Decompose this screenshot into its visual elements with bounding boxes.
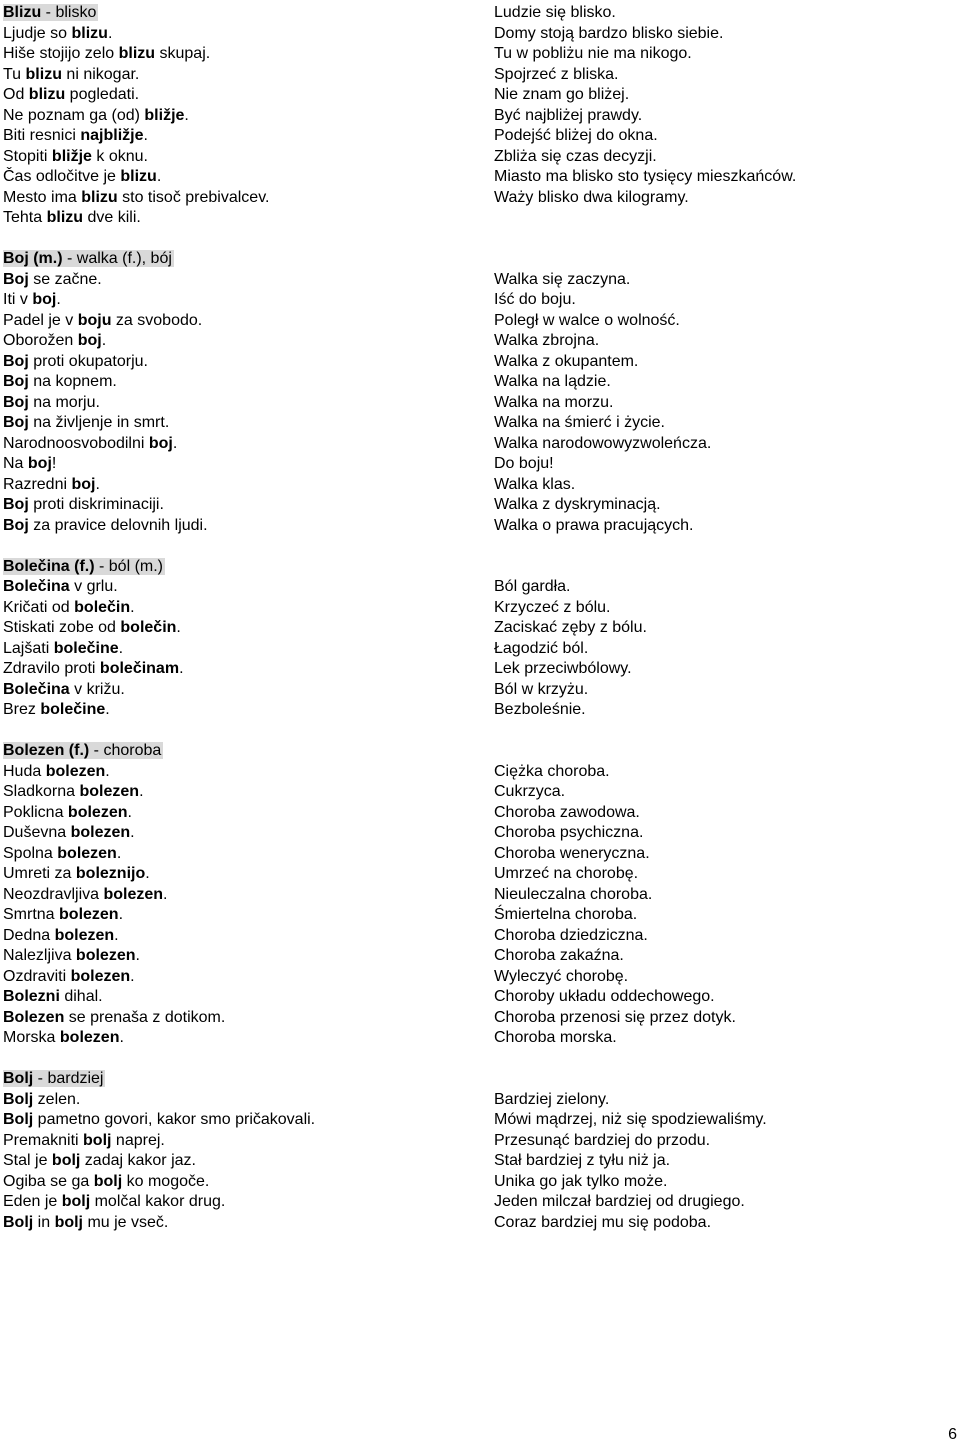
example-sl <box>3 1110 473 1131</box>
example-sl <box>3 700 473 721</box>
example-pl: Zbliża się czas decyzji. <box>494 147 657 165</box>
example-pl: Nieuleczalna choroba. <box>494 885 653 903</box>
keyword: Blizu <box>3 4 42 21</box>
text-run: . <box>130 824 135 841</box>
example-pl: Choroba zakaźna. <box>494 947 624 964</box>
example-pl: Choroba dziedziczna. <box>494 926 648 944</box>
text-run: Huda <box>3 762 46 780</box>
text-run: dve kili. <box>83 209 141 226</box>
example-pl: Walka z okupantem. <box>494 352 639 370</box>
text-run: . <box>95 475 100 493</box>
text-run: Mesto ima <box>3 188 82 206</box>
text-run: . <box>118 639 124 657</box>
example-sl <box>3 372 473 393</box>
example-sl <box>3 413 473 434</box>
keyword: blizu <box>28 86 66 103</box>
example-pl: Jeden milczał bardziej od drugiego. <box>494 1193 745 1210</box>
text-run: Ozdraviti <box>3 967 71 985</box>
keyword: blizu <box>71 24 108 42</box>
example-pl: Walka z dyskryminacją. <box>494 496 661 513</box>
text-run: sto tisoč prebivalcev. <box>117 188 270 206</box>
text-run: . <box>105 762 110 780</box>
text-run: Narodnoosvobodilni <box>3 434 149 452</box>
text-run: . <box>114 926 119 944</box>
entry-heading <box>3 1069 473 1090</box>
text-run: . <box>176 619 181 636</box>
keyword: bolj <box>51 1152 81 1169</box>
text-run: Hiše stojijo zelo <box>3 45 119 62</box>
text-run: Biti resnici <box>3 127 81 144</box>
example-pl: Bardziej zielony. <box>494 1090 610 1108</box>
text-run: . <box>139 783 144 800</box>
keyword: Bolezni <box>3 988 60 1005</box>
example-pl: Walka zbrojna. <box>494 332 600 349</box>
text-run: . <box>116 844 122 862</box>
entry-section-pl <box>494 1069 954 1233</box>
text-run: ni nikogar. <box>61 65 140 83</box>
text-run: pogledati. <box>65 86 140 103</box>
keyword: bolezen <box>79 783 140 800</box>
entry-heading <box>3 741 473 762</box>
example-sl <box>3 65 473 86</box>
text-run: Na <box>3 455 28 472</box>
keyword: bolezen <box>59 906 119 923</box>
example-pl: Krzyczeć z bólu. <box>494 598 611 616</box>
example-pl: Mówi mądrzej, niż się spodziewaliśmy. <box>494 1111 767 1128</box>
entry-heading-highlight <box>3 742 163 759</box>
example-pl: Ból w krzyżu. <box>494 680 589 698</box>
example-pl: Być najbliżej prawdy. <box>494 106 643 124</box>
example-pl: Śmiertelna choroba. <box>494 906 638 923</box>
entry-heading-highlight <box>3 1070 105 1087</box>
text-run: dihal. <box>59 988 103 1005</box>
example-pl: Tu w pobliżu nie ma nikogo. <box>494 45 692 62</box>
example-pl: Choroba zawodowa. <box>494 803 640 821</box>
keyword: Bolj <box>3 1070 34 1087</box>
example-pl: Stał bardziej z tyłu niż ja. <box>494 1152 671 1169</box>
example-pl: Ludzie się blisko. <box>494 4 616 21</box>
keyword: Boj <box>3 516 29 534</box>
example-sl <box>3 331 473 352</box>
text-run: . <box>127 803 132 821</box>
example-pl: Zaciskać zęby z bólu. <box>494 619 647 636</box>
example-pl: Choroba przenosi się przez dotyk. <box>494 1008 736 1026</box>
keyword: blizu <box>81 188 118 206</box>
example-sl <box>3 680 473 701</box>
example-pl: Domy stoją bardzo blisko siebie. <box>494 24 724 42</box>
keyword: boleznijo <box>75 865 146 882</box>
entry-section-pl <box>494 741 954 1049</box>
keyword: Boj <box>3 270 29 288</box>
example-sl <box>3 659 473 680</box>
text-run: Premakniti <box>3 1131 84 1149</box>
example-sl <box>3 639 473 660</box>
example-sl <box>3 577 473 598</box>
text-run: Zdravilo proti <box>3 660 100 677</box>
example-sl <box>3 352 473 373</box>
example-pl: Lek przeciwbólowy. <box>494 660 632 677</box>
keyword: blizu <box>25 65 62 83</box>
example-sl <box>3 44 473 65</box>
text-run: za svobodo. <box>111 311 203 329</box>
example-sl <box>3 188 473 209</box>
keyword: bolj <box>93 1172 123 1190</box>
example-sl <box>3 270 473 291</box>
text-run: Oborožen <box>3 332 78 349</box>
text-run: Dedna <box>3 926 55 944</box>
heading-spacer <box>494 1069 954 1090</box>
text-run: . <box>119 1029 124 1046</box>
text-run: k oknu. <box>91 147 148 165</box>
text-run: . <box>184 106 189 124</box>
text-run: zadaj kakor jaz. <box>80 1152 196 1169</box>
text-run: Nalezljiva <box>3 947 76 964</box>
example-sl <box>3 598 473 619</box>
example-sl <box>3 1028 473 1049</box>
keyword: Boj (m.) <box>3 250 63 267</box>
keyword: bolezen <box>45 762 106 780</box>
text-run: . <box>143 127 148 144</box>
example-sl <box>3 844 473 865</box>
example-sl <box>3 393 473 414</box>
example-pl: Choroba psychiczna. <box>494 824 644 841</box>
keyword: bolečin <box>74 598 131 616</box>
keyword: Bolezen <box>3 1008 65 1026</box>
keyword: Boj <box>3 352 29 370</box>
text-run: . <box>101 332 107 349</box>
heading-spacer <box>494 557 954 578</box>
example-pl: Przesunąć bardziej do przodu. <box>494 1131 711 1149</box>
text-run: Umreti za <box>3 865 76 882</box>
keyword: bolezen <box>70 824 131 841</box>
example-sl <box>3 24 473 45</box>
heading-spacer <box>494 741 954 762</box>
example-pl: Poległ w walce o wolność. <box>494 311 680 329</box>
text-run: Razredni <box>3 475 72 493</box>
example-pl: Choroba morska. <box>494 1029 617 1046</box>
keyword: bolezen <box>54 926 115 944</box>
example-pl: Choroba weneryczna. <box>494 844 650 862</box>
text-run: Sladkorna <box>3 783 80 800</box>
keyword: blizu <box>120 168 157 185</box>
example-pl: Waży blisko dwa kilogramy. <box>494 188 689 206</box>
example-sl <box>3 475 473 496</box>
text-run: Ljudje so <box>3 24 72 42</box>
example-pl: Walka klas. <box>494 475 576 493</box>
text-run: Stiskati zobe od <box>3 619 121 636</box>
example-pl: Podejść bliżej do okna. <box>494 127 658 144</box>
text-run: zelen. <box>33 1090 81 1108</box>
text-run: - ból (m.) <box>94 557 164 575</box>
example-sl <box>3 803 473 824</box>
example-sl <box>3 926 473 947</box>
text-run: na kopnem. <box>28 373 117 390</box>
heading-spacer <box>494 208 954 229</box>
example-pl: Walka o prawa pracujących. <box>494 516 694 534</box>
example-pl: Unika go jak tylko może. <box>494 1172 668 1190</box>
keyword: bolezen <box>57 844 117 862</box>
example-sl <box>3 967 473 988</box>
example-sl <box>3 1213 473 1234</box>
text-run: za pravice delovnih ljudi. <box>28 516 208 534</box>
keyword: boj <box>27 455 52 472</box>
entry-heading-highlight <box>3 4 98 21</box>
keyword: boj <box>77 332 102 349</box>
example-sl <box>3 454 473 475</box>
keyword: Bolečina (f.) <box>3 557 95 575</box>
example-pl: Nie znam go bliżej. <box>494 86 630 103</box>
entry-heading-highlight <box>3 250 174 267</box>
example-sl <box>3 1192 473 1213</box>
example-pl: Coraz bardziej mu się podoba. <box>494 1213 712 1231</box>
keyword: bolezen <box>67 803 128 821</box>
page-number: 6 <box>948 1426 957 1443</box>
heading-spacer <box>494 249 954 270</box>
example-sl <box>3 823 473 844</box>
text-run: v grlu. <box>69 578 118 595</box>
entry-section-pl <box>494 249 954 536</box>
keyword: Bolj <box>3 1090 34 1108</box>
keyword: blizu <box>46 209 84 226</box>
text-run: Čas odločitve je <box>3 168 121 185</box>
text-run: . <box>130 598 135 616</box>
example-sl <box>3 495 473 516</box>
keyword: boj <box>32 291 57 308</box>
example-pl: Walka na lądzie. <box>494 373 611 390</box>
entry-section-pl <box>494 557 954 721</box>
keyword: bolezen <box>103 885 164 903</box>
example-sl <box>3 434 473 455</box>
text-run: na morju. <box>28 393 100 411</box>
example-sl <box>3 106 473 127</box>
entry-heading <box>3 557 473 578</box>
example-pl: Łagodzić ból. <box>494 639 589 657</box>
text-run: Tu <box>3 65 26 83</box>
entry-section-pl <box>494 3 954 229</box>
text-run: . <box>56 291 61 308</box>
entry-heading <box>3 3 473 24</box>
keyword: boj <box>71 475 96 493</box>
keyword: boju <box>77 311 112 329</box>
example-sl <box>3 618 473 639</box>
text-run: Stopiti <box>3 147 52 165</box>
example-pl: Choroby układu oddechowego. <box>494 988 715 1005</box>
text-run: se prenaša z dotikom. <box>64 1008 226 1026</box>
keyword: bolj <box>54 1213 83 1231</box>
example-sl <box>3 782 473 803</box>
example-pl: Do boju! <box>494 455 554 472</box>
text-run: - choroba <box>89 742 162 759</box>
example-sl <box>3 905 473 926</box>
keyword: blizu <box>118 45 156 62</box>
text-run: . <box>118 906 124 923</box>
slovene-column <box>3 3 473 1254</box>
text-run: Duševna <box>3 824 71 841</box>
text-run: Smrtna <box>3 906 60 923</box>
example-pl: Wyleczyć chorobę. <box>494 967 629 985</box>
keyword: bolj <box>83 1131 112 1149</box>
entry-heading-highlight <box>3 558 165 575</box>
text-run: Ne poznam ga (od) <box>3 106 145 124</box>
example-sl <box>3 1008 473 1029</box>
example-sl <box>3 208 473 229</box>
example-sl <box>3 1090 473 1111</box>
entry-section-sl <box>3 249 473 536</box>
text-run: Lajšati <box>3 639 54 657</box>
entry-section-sl <box>3 557 473 721</box>
text-run: Spolna <box>3 844 58 862</box>
keyword: Bolečina <box>3 680 70 698</box>
text-run: Kričati od <box>3 598 75 616</box>
keyword: bližje <box>51 147 92 165</box>
keyword: bolj <box>61 1193 91 1210</box>
example-pl: Iść do boju. <box>494 291 576 308</box>
text-run: skupaj. <box>155 45 211 62</box>
keyword: bližje <box>144 106 185 124</box>
text-run: . <box>156 168 162 185</box>
text-run: Ogiba se ga <box>3 1172 94 1190</box>
text-run: . <box>145 865 150 882</box>
entry-heading <box>3 249 473 270</box>
text-run: . <box>172 434 178 452</box>
example-sl <box>3 946 473 967</box>
keyword: Bolj <box>3 1213 34 1231</box>
keyword: boj <box>148 434 173 452</box>
text-run: Iti v <box>3 291 33 308</box>
keyword: bolečine <box>40 701 106 718</box>
text-run: mu je vseč. <box>83 1213 169 1231</box>
keyword: bolezen <box>59 1029 120 1046</box>
example-sl <box>3 762 473 783</box>
example-sl <box>3 85 473 106</box>
text-run: Poklicna <box>3 803 68 821</box>
text-run: naprej. <box>111 1131 165 1149</box>
text-run: . <box>130 967 135 985</box>
text-run: - blisko <box>41 4 97 21</box>
text-run: . <box>107 24 113 42</box>
example-sl <box>3 516 473 537</box>
text-run: na življenje in smrt. <box>28 414 170 431</box>
example-sl <box>3 1172 473 1193</box>
text-run: ko mogoče. <box>122 1172 210 1190</box>
text-run: Padel je v <box>3 311 78 329</box>
text-run: Od <box>3 86 29 103</box>
text-run: v križu. <box>69 680 125 698</box>
text-run: . <box>163 885 168 903</box>
keyword: bolečine <box>53 639 119 657</box>
text-run: Morska <box>3 1029 60 1046</box>
text-run: molčal kakor drug. <box>90 1193 226 1210</box>
example-pl: Bezboleśnie. <box>494 701 586 718</box>
example-pl: Spojrzeć z bliska. <box>494 65 619 83</box>
example-sl <box>3 885 473 906</box>
example-pl: Walka na śmierć i życie. <box>494 414 665 431</box>
example-pl: Umrzeć na chorobę. <box>494 865 639 882</box>
text-run: in <box>33 1213 55 1231</box>
keyword: bolezen <box>70 967 131 985</box>
keyword: bolečin <box>120 619 177 636</box>
example-pl: Walka na morzu. <box>494 393 614 411</box>
example-sl <box>3 167 473 188</box>
example-pl: Ciężka choroba. <box>494 762 610 780</box>
keyword: Bolečina <box>3 578 70 595</box>
text-run: se začne. <box>28 270 102 288</box>
example-pl: Ból gardła. <box>494 578 571 595</box>
entry-section-sl <box>3 3 473 229</box>
entry-section-sl <box>3 1069 473 1233</box>
example-sl <box>3 147 473 168</box>
text-run: . <box>105 701 110 718</box>
text-run: - bardziej <box>33 1070 104 1087</box>
keyword: Bolj <box>3 1111 34 1128</box>
example-pl: Cukrzyca. <box>494 783 566 800</box>
example-sl <box>3 126 473 147</box>
text-run: Brez <box>3 701 41 718</box>
text-run: . <box>135 947 140 964</box>
keyword: Boj <box>3 496 29 513</box>
text-run: - walka (f.), bój <box>62 250 172 267</box>
text-run: pametno govori, kakor smo pričakovali. <box>33 1111 316 1128</box>
example-pl: Miasto ma blisko sto tysięcy mieszkańców. <box>494 168 797 185</box>
polish-column <box>494 3 954 1254</box>
entry-section-sl <box>3 741 473 1049</box>
example-sl <box>3 290 473 311</box>
keyword: najbližje <box>80 127 144 144</box>
text-run: proti okupatorju. <box>28 352 148 370</box>
example-sl <box>3 1131 473 1152</box>
example-pl: Walka się zaczyna. <box>494 270 631 288</box>
example-sl <box>3 987 473 1008</box>
keyword: Boj <box>3 393 29 411</box>
keyword: bolečinam <box>99 660 180 677</box>
keyword: Bolezen (f.) <box>3 742 90 759</box>
example-pl: Walka narodowowyzwoleńcza. <box>494 434 712 452</box>
text-run: proti diskriminaciji. <box>28 496 164 513</box>
keyword: bolezen <box>75 947 136 964</box>
text-run: Tehta <box>3 209 47 226</box>
keyword: Boj <box>3 414 29 431</box>
text-run: Eden je <box>3 1193 62 1210</box>
example-sl <box>3 311 473 332</box>
text-run: . <box>179 660 184 677</box>
text-run: Stal je <box>3 1152 52 1169</box>
example-sl <box>3 864 473 885</box>
keyword: Boj <box>3 373 29 390</box>
text-run: ! <box>51 455 57 472</box>
text-run: Neozdravljiva <box>3 885 104 903</box>
example-sl <box>3 1151 473 1172</box>
